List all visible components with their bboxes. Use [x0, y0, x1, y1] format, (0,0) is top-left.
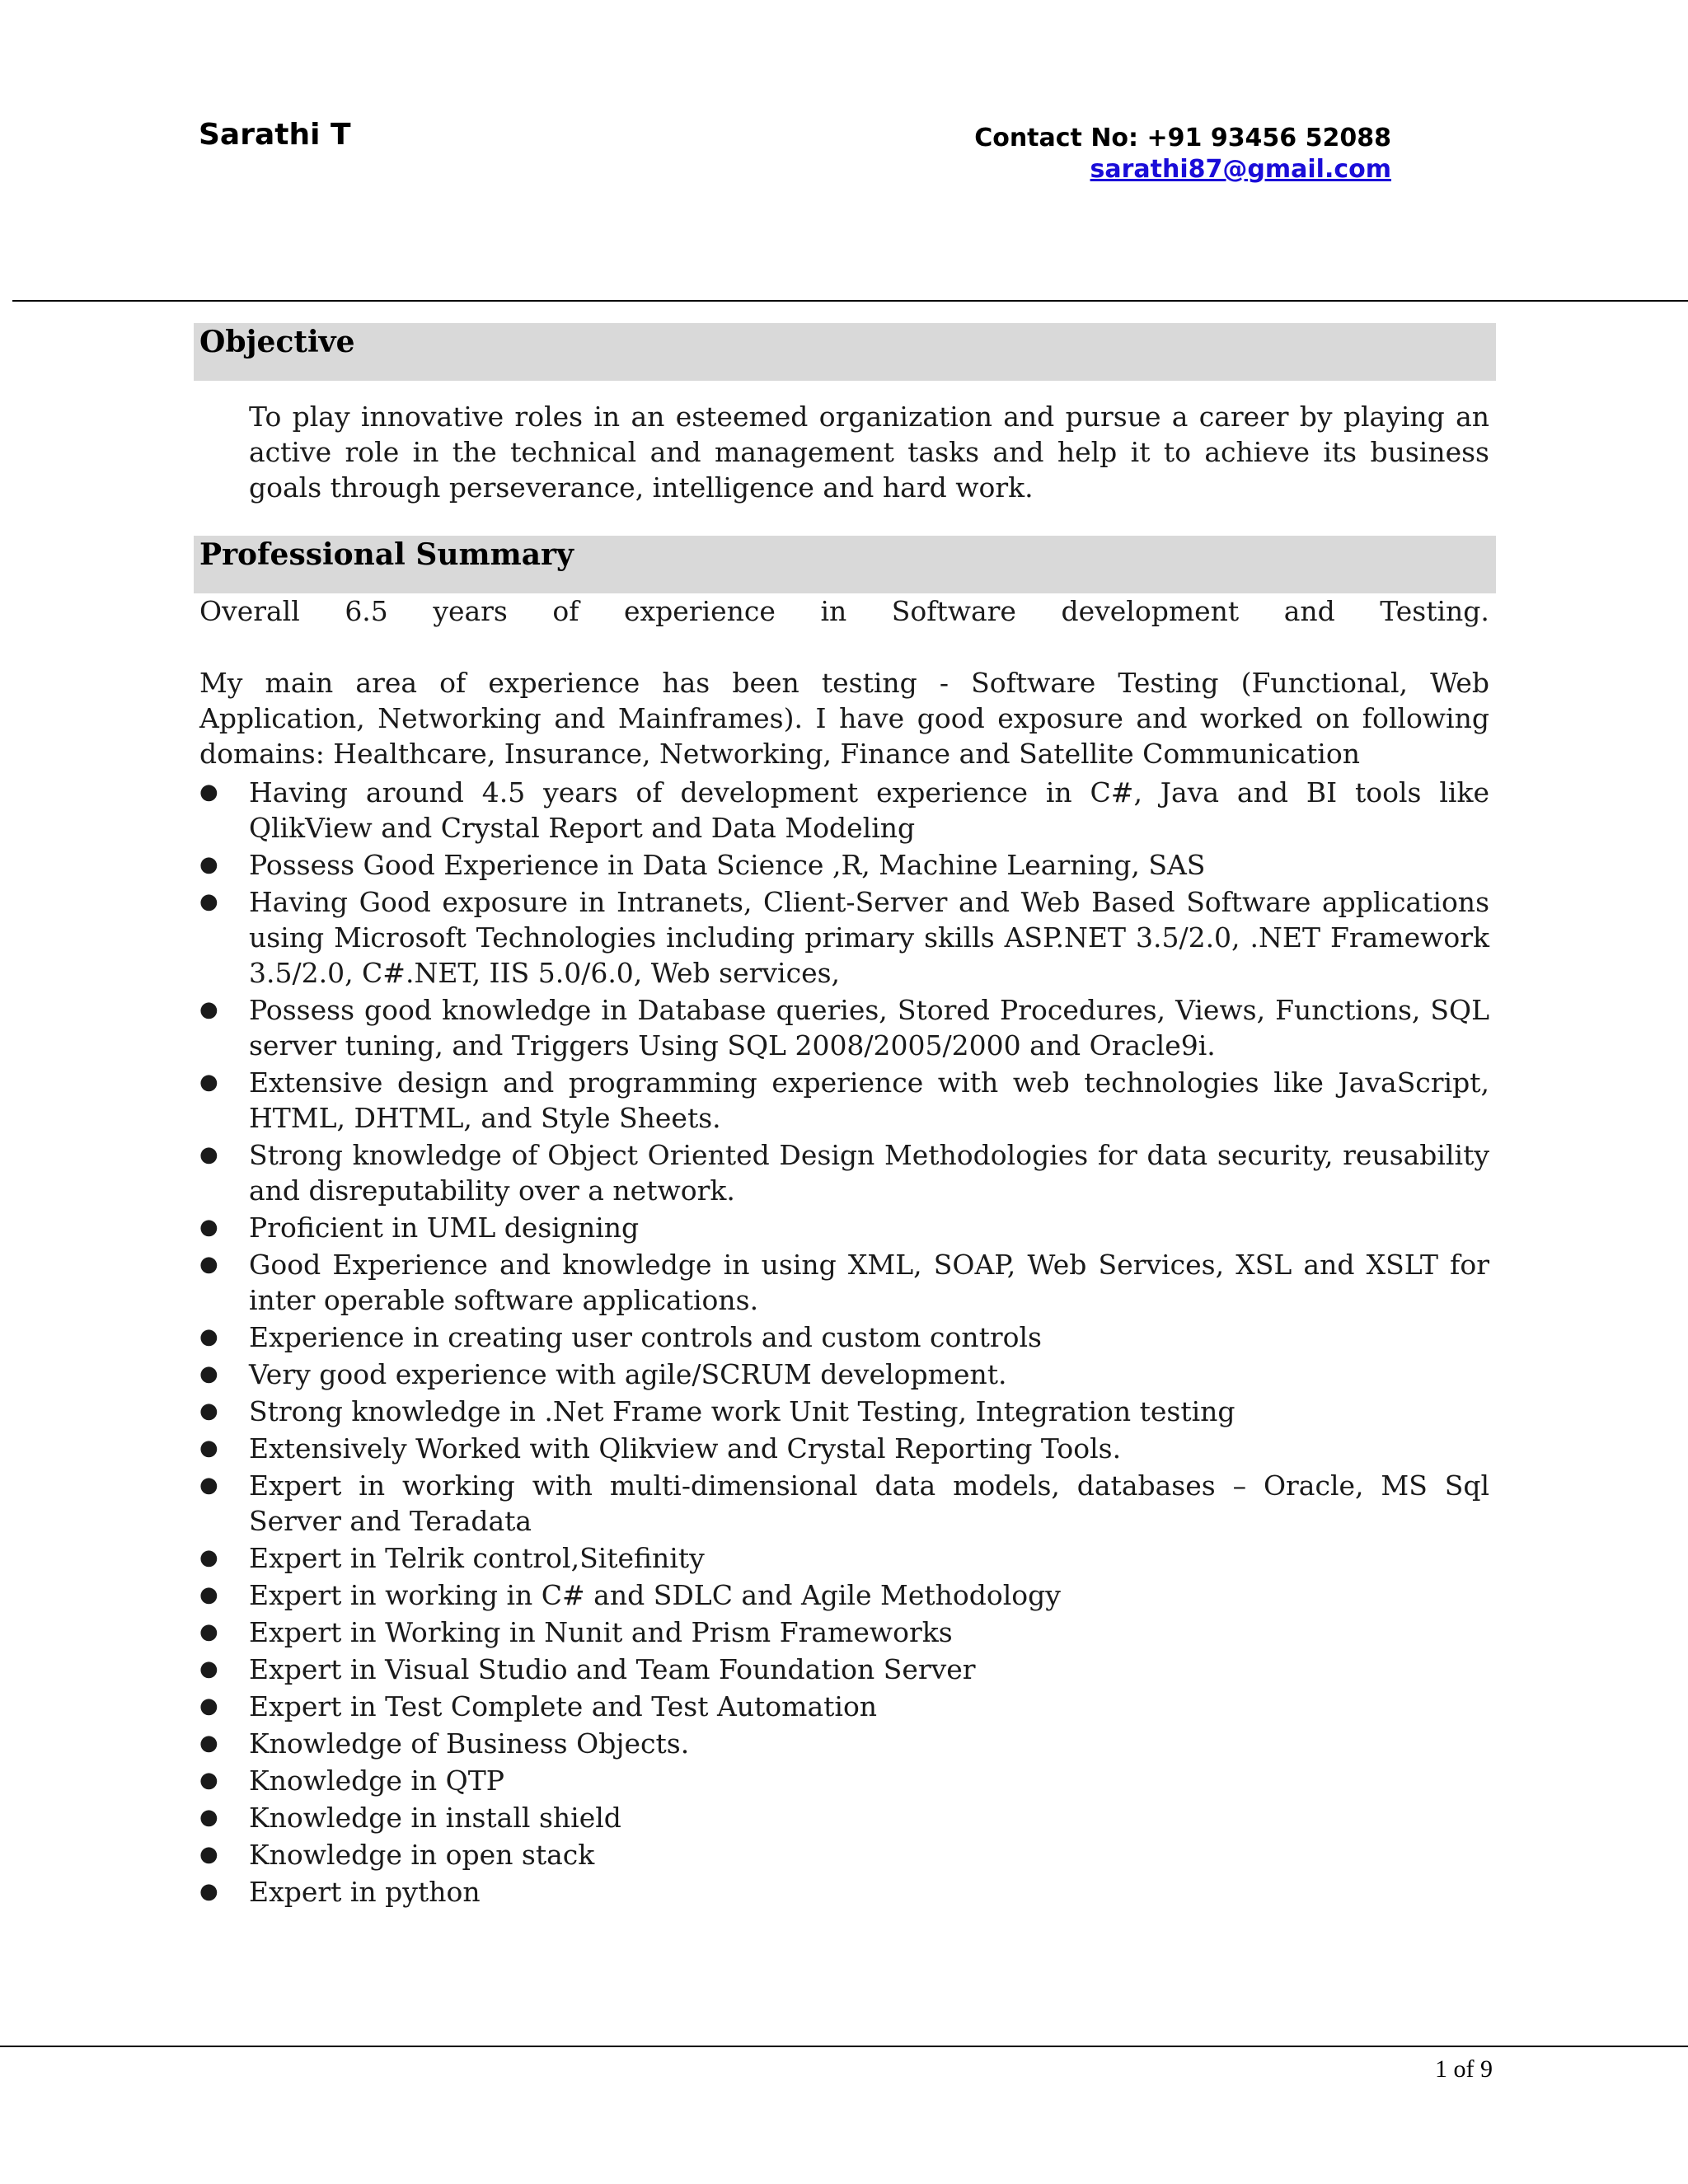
overall-word: of — [552, 595, 579, 627]
skill-text: Knowledge in install shield — [249, 1802, 621, 1834]
skill-text: Extensive design and programming experience with web technologies like JavaScript, HTML, DHTML, and Style Sheets. — [249, 1066, 1489, 1134]
objective-title: Objective — [199, 325, 355, 359]
overall-word: Overall — [199, 595, 300, 627]
skill-text: Strong knowledge in .Net Frame work Unit Testing, Integration testing — [249, 1395, 1236, 1427]
bullet-icon: ● — [199, 1842, 218, 1867]
skill-text: Extensively Worked with Qlikview and Crystal Reporting Tools. — [249, 1432, 1122, 1465]
skill-text: Expert in Visual Studio and Team Foundation Server — [249, 1653, 976, 1685]
bullet-icon: ● — [199, 1473, 218, 1497]
skill-text: Very good experience with agile/SCRUM development. — [249, 1358, 1007, 1390]
overall-experience-line — [199, 595, 1489, 627]
skill-list-item — [199, 1726, 1489, 1761]
bullet-icon: ● — [199, 1142, 218, 1167]
footer-divider — [0, 2046, 1688, 2047]
bullet-icon: ● — [199, 1252, 218, 1277]
overall-word: development — [1061, 595, 1240, 627]
bullet-icon: ● — [199, 1545, 218, 1570]
bullet-icon: ● — [199, 1694, 218, 1718]
skill-text: Strong knowledge of Object Oriented Design Methodologies for data security, reusability and disreputability over a network. — [249, 1139, 1489, 1207]
skill-list-item — [199, 1394, 1489, 1429]
bullet-icon: ● — [199, 1324, 218, 1349]
overall-word: 6.5 — [345, 595, 388, 627]
skill-text: Knowledge in QTP — [249, 1765, 504, 1797]
skills-list — [199, 775, 1489, 1911]
skill-list-item — [199, 1615, 1489, 1650]
objective-header-bar — [194, 323, 1496, 381]
bullet-icon: ● — [199, 1731, 218, 1755]
skill-list-item — [199, 1689, 1489, 1724]
summary-title: Professional Summary — [199, 537, 574, 572]
skill-text: Possess Good Experience in Data Science ,R, Machine Learning, SAS — [249, 849, 1206, 881]
page-number: 1 of 9 — [1435, 2055, 1493, 2083]
skill-text: Expert in working in C# and SDLC and Agile Methodology — [249, 1579, 1061, 1611]
bullet-icon: ● — [199, 1215, 218, 1240]
skill-list-item — [199, 1837, 1489, 1872]
overall-word: Software — [891, 595, 1016, 627]
skill-text: Expert in python — [249, 1876, 481, 1908]
bullet-icon: ● — [199, 1657, 218, 1681]
skill-list-item — [199, 992, 1489, 1063]
skill-list-item — [199, 847, 1489, 883]
bullet-icon: ● — [199, 1582, 218, 1607]
skill-list-item — [199, 1540, 1489, 1576]
skill-list-item — [199, 775, 1489, 846]
bullet-icon: ● — [199, 1805, 218, 1830]
skill-text: Proficient in UML designing — [249, 1212, 640, 1244]
bullet-icon: ● — [199, 1436, 218, 1460]
skill-text: Expert in working with multi-dimensional data models, databases – Oracle, MS Sql Server and Teradata — [249, 1469, 1489, 1537]
skill-list-item — [199, 1210, 1489, 1245]
email-link[interactable]: sarathi87@gmail.com — [1090, 155, 1391, 184]
skill-text: Expert in Test Complete and Test Automation — [249, 1690, 878, 1722]
skill-list-item — [199, 1874, 1489, 1910]
bullet-icon: ● — [199, 1879, 218, 1904]
bullet-icon: ● — [199, 1768, 218, 1793]
bullet-icon: ● — [199, 889, 218, 914]
header-divider — [12, 300, 1688, 302]
objective-text: To play innovative roles in an esteemed organization and pursue a career by playing an active role in the technical and management tasks and help it to achieve its business goals through perseverance, intelligence and hard work. — [249, 401, 1489, 504]
skill-list-item — [199, 1652, 1489, 1687]
skill-list-item — [199, 1357, 1489, 1392]
bullet-icon: ● — [199, 1619, 218, 1644]
bullet-icon: ● — [199, 997, 218, 1022]
skill-list-item — [199, 1800, 1489, 1835]
overall-word: experience — [624, 595, 776, 627]
skill-text: Knowledge of Business Objects. — [249, 1727, 690, 1760]
summary-paragraph: My main area of experience has been testing - Software Testing (Functional, Web Application, Networking and Mainframes). I have good exposure and worked on following domains: Healthcare, Insurance, Networking, Finance and Satellite Communication — [199, 667, 1489, 770]
skill-list-item — [199, 1319, 1489, 1355]
skill-list-item — [199, 1577, 1489, 1613]
overall-word: Testing. — [1380, 595, 1489, 627]
skill-list-item — [199, 1431, 1489, 1466]
skill-text: Expert in Telrik control,Sitefinity — [249, 1542, 705, 1574]
skill-text: Having around 4.5 years of development experience in C#, Java and BI tools like QlikView and Crystal Report and Data Modeling — [249, 776, 1489, 844]
skill-text: Expert in Working in Nunit and Prism Frameworks — [249, 1616, 953, 1648]
bullet-icon: ● — [199, 1361, 218, 1386]
skill-list-item — [199, 1065, 1489, 1136]
contact-number: Contact No: +91 93456 52088 — [974, 124, 1391, 152]
bullet-icon: ● — [199, 1070, 218, 1094]
bullet-icon: ● — [199, 1399, 218, 1423]
skill-text: Having Good exposure in Intranets, Client-Server and Web Based Software applications using Microsoft Technologies including primary skills ASP.NET 3.5/2.0, .NET Framework 3.5/2.0, C#.NET, IIS 5.0/6.0, Web services, — [249, 886, 1489, 989]
candidate-name: Sarathi T — [199, 118, 351, 152]
skill-text: Possess good knowledge in Database queries, Stored Procedures, Views, Functions, SQL server tuning, and Triggers Using SQL 2008/2005/2000 and Oracle9i. — [249, 994, 1489, 1062]
skill-list-item — [199, 1763, 1489, 1798]
overall-word: and — [1283, 595, 1335, 627]
skill-list-item — [199, 1137, 1489, 1208]
bullet-icon: ● — [199, 852, 218, 877]
overall-word: years — [433, 595, 508, 627]
skill-list-item — [199, 884, 1489, 991]
skill-text: Experience in creating user controls and custom controls — [249, 1321, 1042, 1353]
overall-word: in — [820, 595, 847, 627]
skill-list-item — [199, 1247, 1489, 1318]
skill-list-item — [199, 1468, 1489, 1539]
bullet-icon: ● — [199, 780, 218, 804]
skill-text: Good Experience and knowledge in using XML, SOAP, Web Services, XSL and XSLT for inter operable software applications. — [249, 1249, 1489, 1316]
skill-text: Knowledge in open stack — [249, 1839, 595, 1871]
